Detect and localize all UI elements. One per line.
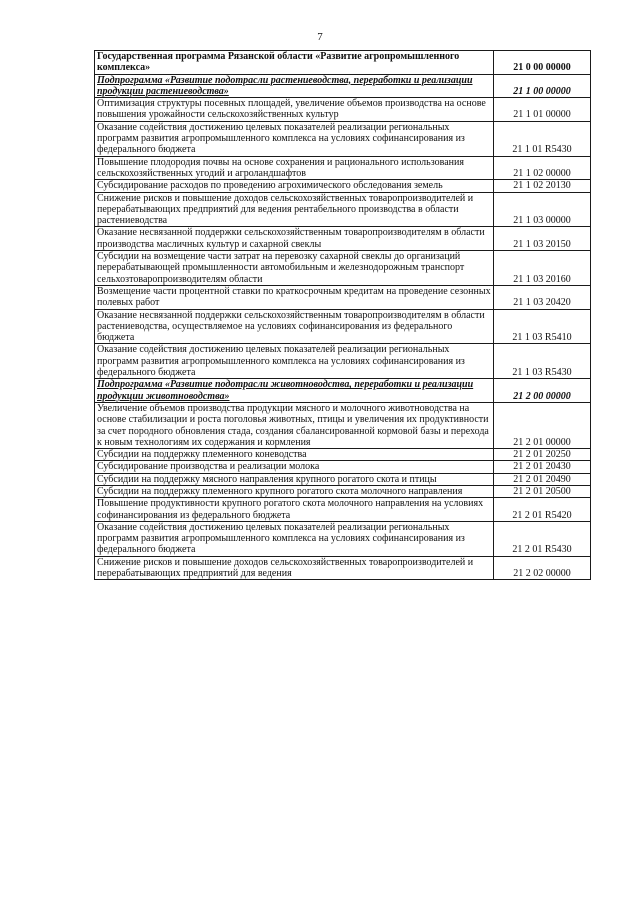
row-title: Подпрограмма «Развитие подотрасли растениеводства, переработки и реализации продукции растениеводства» xyxy=(95,74,494,98)
target-article-code: 21 1 01 00000 xyxy=(494,98,591,122)
table-row xyxy=(95,192,591,227)
target-article-code: 21 2 01 00000 xyxy=(494,402,591,448)
table-row xyxy=(95,556,591,580)
target-article-code: 21 2 01 R5420 xyxy=(494,498,591,522)
row-title: Оказание содействия достижению целевых показателей реализации региональных программ развития агропромышленного комплекса на условиях софинансирования из федерального бюджета xyxy=(95,121,494,156)
target-article-code: 21 1 03 00000 xyxy=(494,192,591,227)
target-article-code: 21 2 01 20490 xyxy=(494,473,591,485)
row-title: Оказание содействия достижению целевых показателей реализации региональных программ развития агропромышленного комплекса на условиях софинансирования из федерального бюджета xyxy=(95,344,494,379)
target-article-code: 21 2 01 R5430 xyxy=(494,521,591,556)
target-article-code: 21 2 01 20500 xyxy=(494,485,591,497)
row-title: Оказание содействия достижению целевых показателей реализации региональных программ развития агропромышленного комплекса на условиях софинансирования из федерального бюджета xyxy=(95,521,494,556)
row-title: Субсидирование производства и реализации молока xyxy=(95,461,494,473)
table-row xyxy=(95,285,591,309)
table-row xyxy=(95,473,591,485)
target-article-code: 21 2 01 20430 xyxy=(494,461,591,473)
table-row xyxy=(95,402,591,448)
target-article-code: 21 2 00 00000 xyxy=(494,379,591,403)
row-title: Оптимизация структуры посевных площадей, увеличение объемов производства на основе повышения урожайности сельскохозяйственных культур xyxy=(95,98,494,122)
table-row xyxy=(95,485,591,497)
row-title: Субсидирование расходов по проведению агрохимического обследования земель xyxy=(95,180,494,192)
row-title: Субсидии на возмещение части затрат на перевозку сахарной свеклы до организаций перерабатывающей промышленности автомобильным и железнодорожным транспорт сельхозтоваропроизводителям области xyxy=(95,251,494,286)
table-row xyxy=(95,449,591,461)
table-row xyxy=(95,521,591,556)
row-title: Подпрограмма «Развитие подотрасли животноводства, переработки и реализации продукции животноводства» xyxy=(95,379,494,403)
table-row xyxy=(95,98,591,122)
row-title: Субсидии на поддержку мясного направления крупного рогатого скота и птицы xyxy=(95,473,494,485)
row-title: Оказание несвязанной поддержки сельскохозяйственным товаропроизводителям в области растениеводства, осуществляемое на условиях софинансирования из федерального бюджета xyxy=(95,309,494,344)
subprogram-row xyxy=(95,379,591,403)
table-row xyxy=(95,344,591,379)
target-article-code: 21 0 00 00000 xyxy=(494,51,591,75)
program-row xyxy=(95,51,591,75)
row-title: Повышение плодородия почвы на основе сохранения и рационального использования сельскохозяйственных угодий и агроландшафтов xyxy=(95,156,494,180)
row-title: Повышение продуктивности крупного рогатого скота молочного направления на условиях софинансирования из федерального бюджета xyxy=(95,498,494,522)
target-article-code: 21 1 02 00000 xyxy=(494,156,591,180)
table-row xyxy=(95,180,591,192)
table-row xyxy=(95,309,591,344)
budget-classification-table xyxy=(94,50,591,580)
table-row xyxy=(95,251,591,286)
table-row xyxy=(95,227,591,251)
row-title: Возмещение части процентной ставки по краткосрочным кредитам на проведение сезонных полевых работ xyxy=(95,285,494,309)
target-article-code: 21 1 03 20420 xyxy=(494,285,591,309)
row-title: Субсидии на поддержку племенного коневодства xyxy=(95,449,494,461)
target-article-code: 21 1 03 20160 xyxy=(494,251,591,286)
target-article-code: 21 1 02 20130 xyxy=(494,180,591,192)
target-article-code: 21 1 00 00000 xyxy=(494,74,591,98)
target-article-code: 21 2 02 00000 xyxy=(494,556,591,580)
page-number: 7 xyxy=(317,31,323,43)
row-title: Снижение рисков и повышение доходов сельскохозяйственных товаропроизводителей и перерабатывающих предприятий для ведения xyxy=(95,556,494,580)
table-row xyxy=(95,121,591,156)
target-article-code: 21 1 03 R5410 xyxy=(494,309,591,344)
table-row xyxy=(95,461,591,473)
row-title: Оказание несвязанной поддержки сельскохозяйственным товаропроизводителям в области производства масличных культур и сахарной свеклы xyxy=(95,227,494,251)
table-row xyxy=(95,156,591,180)
table-row xyxy=(95,498,591,522)
target-article-code: 21 1 01 R5430 xyxy=(494,121,591,156)
subprogram-row xyxy=(95,74,591,98)
row-title: Снижение рисков и повышение доходов сельскохозяйственных товаропроизводителей и перерабатывающих предприятий для ведения рентабельного производства в области растениеводства xyxy=(95,192,494,227)
target-article-code: 21 2 01 20250 xyxy=(494,449,591,461)
row-title: Субсидии на поддержку племенного крупного рогатого скота молочного направления xyxy=(95,485,494,497)
target-article-code: 21 1 03 R5430 xyxy=(494,344,591,379)
row-title: Государственная программа Рязанской области «Развитие агропромышленного комплекса» xyxy=(95,51,494,75)
target-article-code: 21 1 03 20150 xyxy=(494,227,591,251)
row-title: Увеличение объемов производства продукции мясного и молочного животноводства на основе стабилизации и роста поголовья животных, птицы и увеличения их продуктивности за счет породного обновления стада, создания сбалансированной кормовой базы и перехода к новым технологиям их содержания и кормления xyxy=(95,402,494,448)
